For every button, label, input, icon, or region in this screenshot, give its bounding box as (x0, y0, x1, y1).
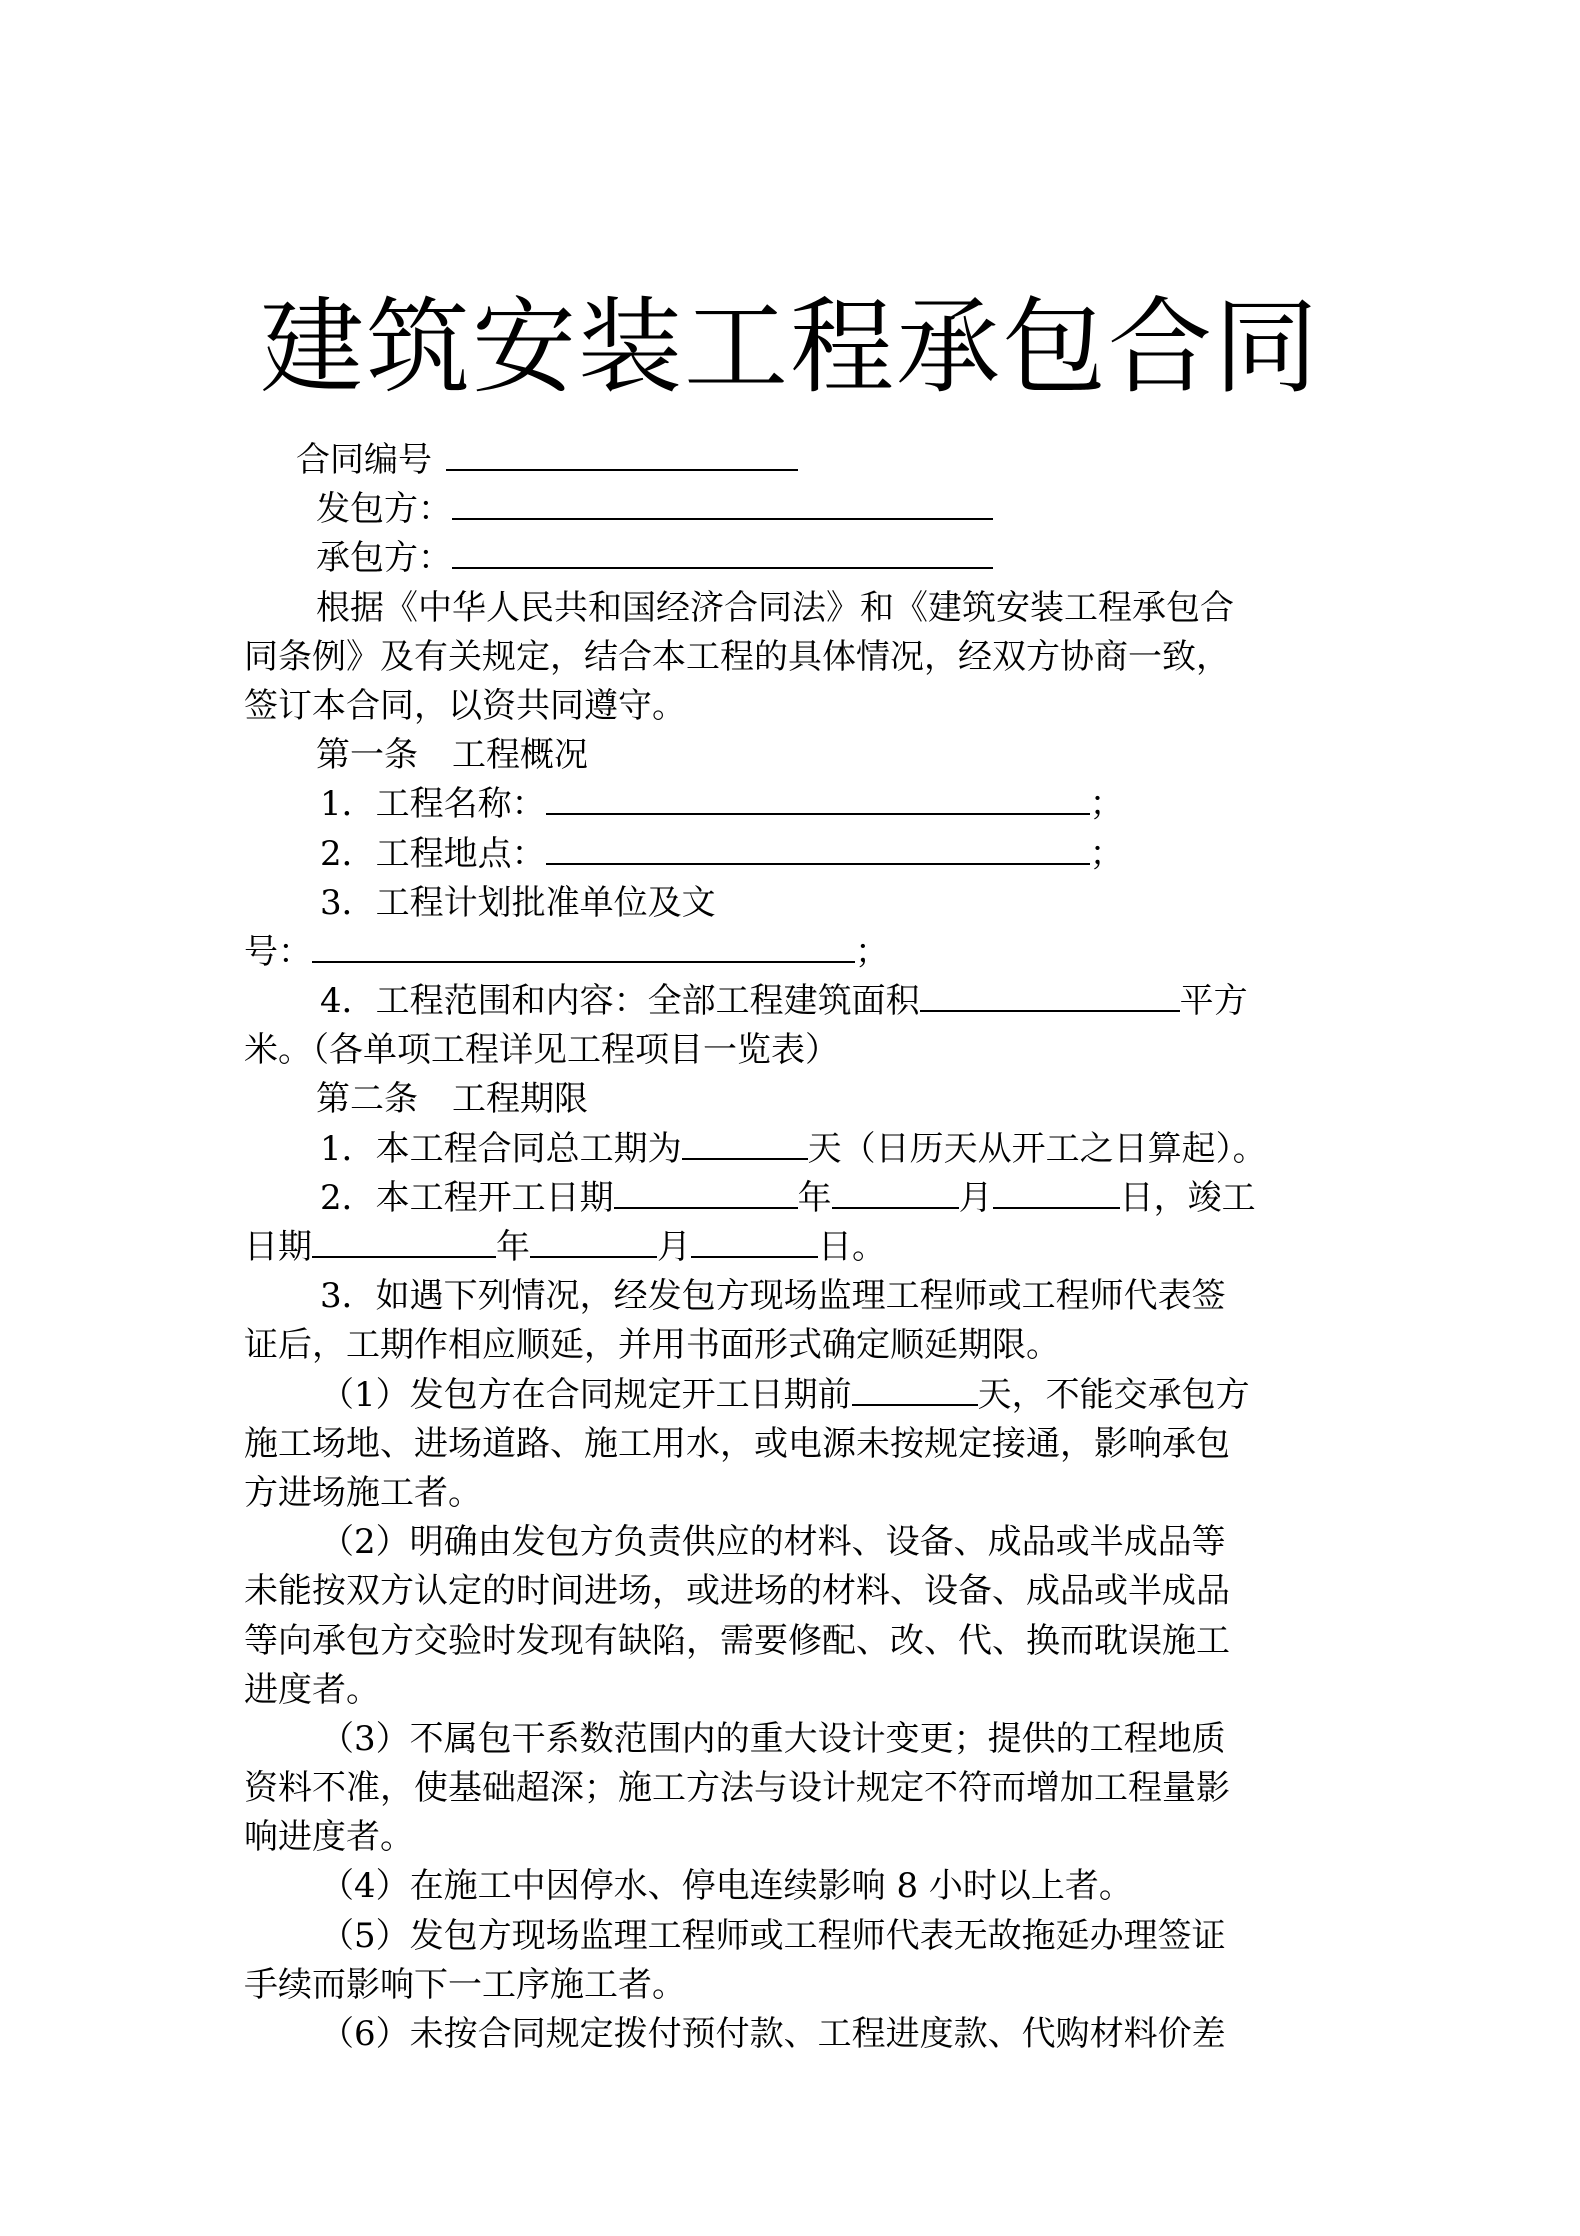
clause-3: 资料不准，使基础超深；施工方法与设计规定不符而增加工程量影 (244, 1768, 1230, 1809)
clause-2: （2）明确由发包方负责供应的材料、设备、成品或半成品等 (320, 1522, 1226, 1563)
start-day-blank[interactable] (993, 1177, 1120, 1209)
clause-3: 响进度者。 (244, 1817, 414, 1858)
employer-label: 发包方： (316, 489, 452, 530)
document-title: 建筑安装工程承包合同 (259, 286, 1320, 408)
article1-item4-cont: 米。（各单项工程详见工程项目一览表） (244, 1030, 839, 1071)
article1-item4 (244, 977, 1344, 1026)
end-month-blank[interactable] (530, 1226, 657, 1258)
clause-6: （6）未按合同规定拨付预付款、工程进度款、代购材料价差 (320, 2014, 1226, 2054)
area-unit: 平方 (1179, 981, 1248, 1022)
end-year-blank[interactable] (312, 1226, 496, 1258)
approval-no-blank[interactable] (312, 931, 855, 963)
article1-item3: 3．工程计划批准单位及文 (320, 882, 716, 923)
preamble-line: 同条例》及有关规定，结合本工程的具体情况，经双方协商一致， (244, 636, 1230, 677)
article2-p3: 3．如遇下列情况，经发包方现场监理工程师或工程师代表签 (320, 1276, 1226, 1317)
total-duration-suffix: 天（日历天从开工之日算起）。 (807, 1128, 1267, 1169)
clause-1: 施工场地、进场道路、施工用水，或电源未按规定接通，影响承包 (244, 1423, 1230, 1464)
floor-area-blank[interactable] (920, 980, 1180, 1012)
clause-2: 未能按双方认定的时间进场，或进场的材料、设备、成品或半成品 (244, 1571, 1230, 1612)
semicolon: ； (855, 931, 889, 972)
total-days-blank[interactable] (682, 1128, 808, 1160)
clause-1-text: （1）发包方在合同规定开工日期前 (320, 1374, 852, 1415)
preamble-line: 根据《中华人民共和国经济合同法》和《建筑安装工程承包合 (316, 587, 1234, 628)
employer-blank[interactable] (452, 488, 993, 520)
article1-item2 (244, 830, 1344, 879)
project-location-blank[interactable] (546, 833, 1090, 865)
article1-item1 (244, 780, 1344, 829)
month-label: 月 (958, 1177, 993, 1218)
contractor-label: 承包方： (316, 538, 452, 579)
article1-item3-cont (244, 928, 1344, 977)
clause-3: （3）不属包干系数范围内的重大设计变更；提供的工程地质 (320, 1718, 1226, 1759)
scope-label: 4．工程范围和内容：全部工程建筑面积 (320, 981, 920, 1022)
semicolon: ； (1089, 833, 1124, 874)
date-label: 日期 (244, 1227, 312, 1267)
article1-heading: 第一条 工程概况 (316, 735, 588, 776)
article2-p2 (244, 1174, 1344, 1223)
approval-no-label: 号： (244, 931, 312, 972)
clause-1 (244, 1371, 1344, 1420)
project-name-label: 1．工程名称： (320, 784, 546, 825)
start-date-label: 2．本工程开工日期 (320, 1177, 614, 1218)
clause-2: 等向承包方交验时发现有缺陷，需要修配、改、代、换而耽误施工 (244, 1620, 1230, 1661)
contract-number-label: 合同编号 (296, 440, 432, 480)
article2-p3: 证后，工期作相应顺延，并用书面形式确定顺延期限。 (244, 1325, 1060, 1366)
document-body (244, 436, 1344, 2059)
project-location-label: 2．工程地点： (320, 833, 546, 874)
start-year-blank[interactable] (614, 1177, 798, 1209)
article2-p1 (244, 1125, 1344, 1174)
contractor-line (244, 534, 1344, 583)
completion-label: 日，竣工 (1119, 1177, 1256, 1218)
article2-heading: 第二条 工程期限 (316, 1079, 588, 1120)
clause-1-days-blank[interactable] (852, 1374, 978, 1406)
year-label: 年 (496, 1227, 530, 1267)
contract-number-line (244, 436, 1344, 485)
clause-1-text-cont: 天，不能交承包方 (977, 1374, 1250, 1415)
semicolon: ； (1089, 784, 1124, 825)
total-duration-label: 1．本工程合同总工期为 (320, 1128, 682, 1169)
month-label: 月 (657, 1227, 691, 1267)
article2-p2-cont (244, 1223, 1344, 1272)
clause-1: 方进场施工者。 (244, 1472, 482, 1513)
year-label: 年 (797, 1177, 832, 1218)
preamble-line: 签订本合同，以资共同遵守。 (244, 685, 686, 726)
contract-number-blank[interactable] (446, 439, 798, 471)
employer-line (244, 485, 1344, 534)
project-name-blank[interactable] (546, 783, 1090, 815)
clause-5: 手续而影响下一工序施工者。 (244, 1964, 686, 2005)
day-label: 日。 (818, 1227, 886, 1267)
end-day-blank[interactable] (691, 1226, 818, 1258)
clause-5: （5）发包方现场监理工程师或工程师代表无故拖延办理签证 (320, 1915, 1226, 1956)
clause-2: 进度者。 (244, 1669, 380, 1710)
start-month-blank[interactable] (832, 1177, 959, 1209)
clause-4: （4）在施工中因停水、停电连续影响 8 小时以上者。 (320, 1866, 1133, 1907)
contractor-blank[interactable] (452, 537, 993, 569)
